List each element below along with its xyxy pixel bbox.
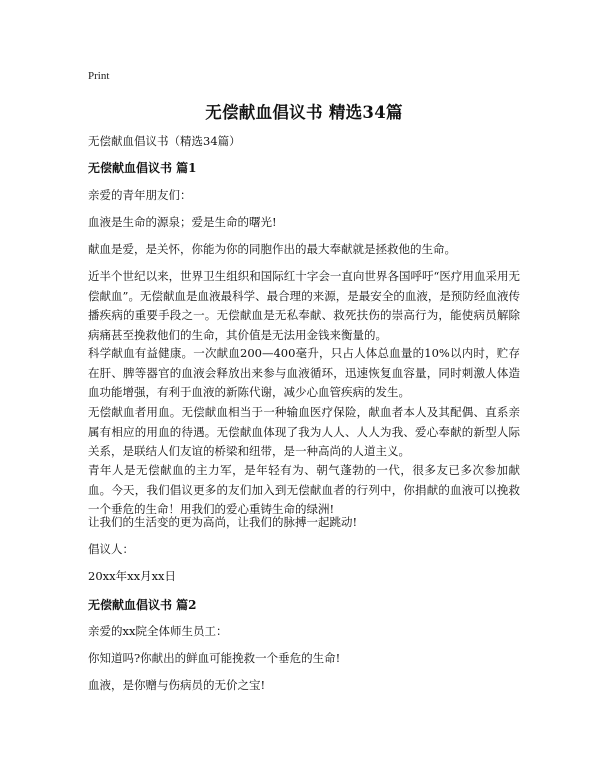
paragraph: 让我们的生活变的更为高尚，让我们的脉搏一起跳动! [88,515,358,529]
section-heading-2: 无偿献血倡议书 篇2 [88,598,197,612]
paragraph: 你知道吗?你献出的鲜血可能挽救一个垂危的生命! [88,651,341,665]
paragraph: 血液，是你赠与伤病员的无价之宝! [88,678,266,692]
paragraph: 血液是生命的源泉；爱是生命的曙光! [88,215,277,229]
document-subtitle: 无偿献血倡议书（精选34篇） [88,134,241,148]
paragraph: 科学献血有益健康。一次献血200—400毫升，只占人体总血量的10%以内时，贮存在肝、脾等器官的血液会释放出来参与血液循环，迅速恢复血容量，同时刺激人体造血功能增强，有利于血液的新陈代谢，减少心血管疾病的发生。 [88,346,520,399]
paragraph: 青年人是无偿献血的主力军，是年轻有为、朝气蓬勃的一代，很多友已多次参加献血。今天，我们倡议更多的友们加入到无偿献血者的行列中，你捐献的血液可以挽救一个垂危的生命！用我们的爱心重铸生命的绿洲! [88,463,520,516]
salutation: 亲爱的xx院全体师生员工： [88,624,228,638]
date-line: 20xx年xx月xx日 [88,569,177,583]
section-heading-1: 无偿献血倡议书 篇1 [88,161,197,175]
paragraph: 献血是爱，是关怀，你能为你的同胞作出的最大奉献就是拯救他的生命。 [88,242,456,256]
paragraph: 无偿献血者用血。无偿献血相当于一种输血医疗保险，献血者本人及其配偶、直系亲属有相应的用血的待遇。无偿献血体现了我为人人、人人为我、爱心奉献的新型人际关系，是联结人们友谊的桥梁和纽带，是一种高尚的人道主义。 [88,405,520,458]
signature-label: 倡议人： [88,542,134,556]
page-title: 无偿献血倡议书 精选34篇 [205,103,403,122]
salutation: 亲爱的青年朋友们： [88,188,192,202]
print-link[interactable]: Print [88,70,110,82]
paragraph: 近半个世纪以来，世界卫生组织和国际红十字会一直向世界各国呼吁“医疗用血采用无偿献血”。无偿献血是血液最科学、最合理的来源，是最安全的血液，是预防经血液传播疾病的重要手段之一。无偿献血是无私奉献、救死扶伤的崇高行为，能使病员解除病痛甚至挽救他们的生命，其价值是无法用金钱来衡量的。 [88,269,520,342]
